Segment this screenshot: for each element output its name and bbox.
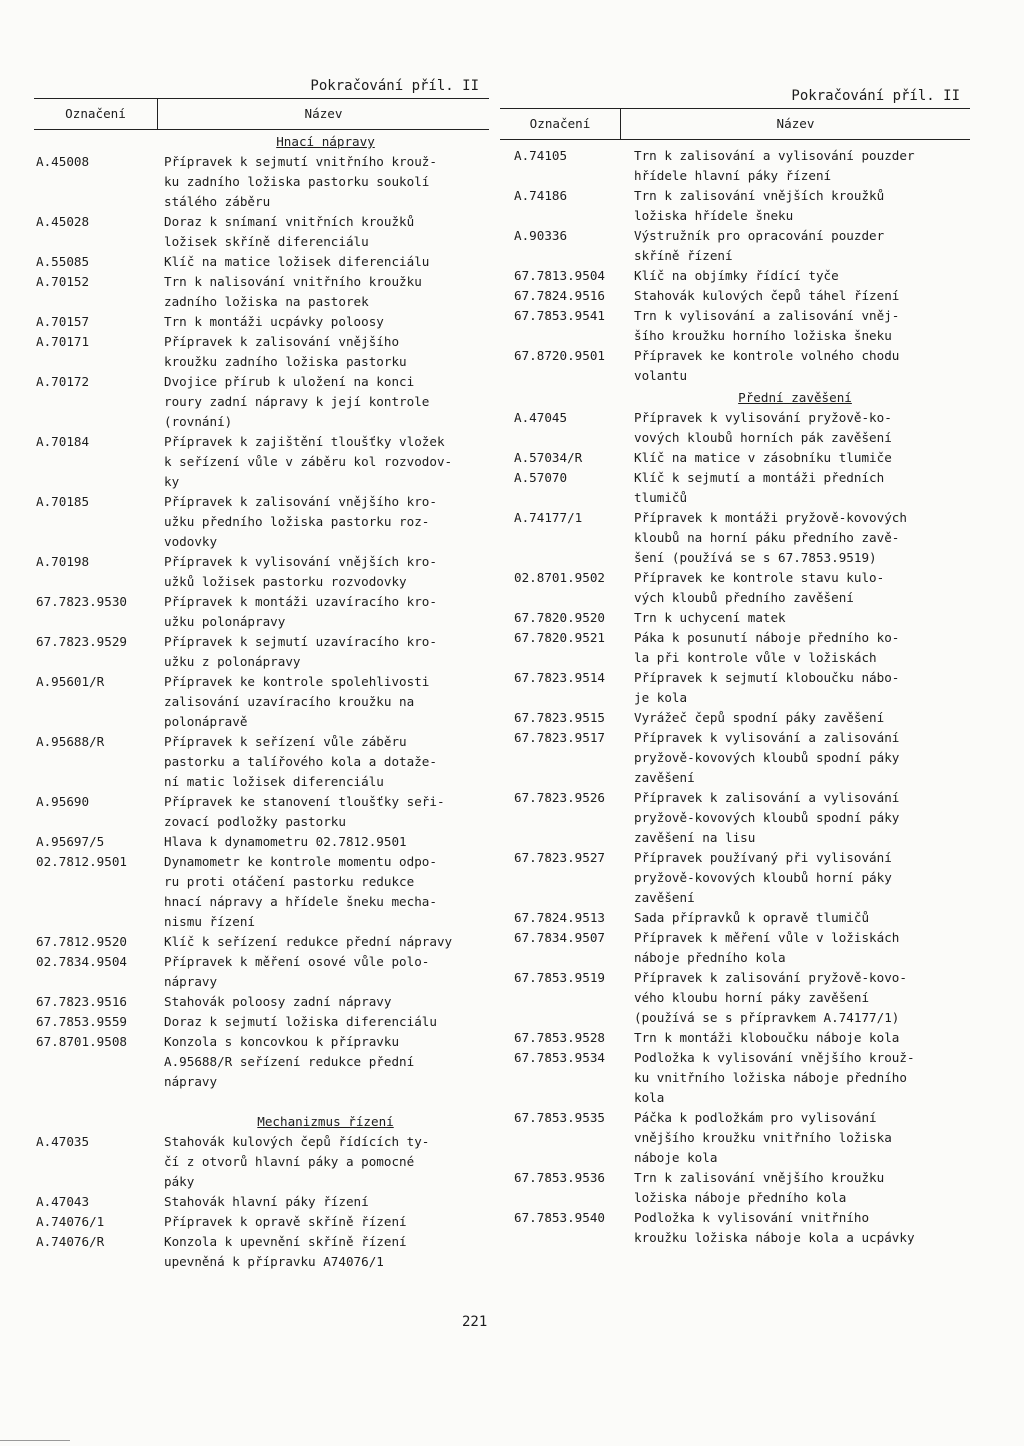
item-name: Konzola k upevnění skříně řízení upevněná k přípravku A74076/1 bbox=[164, 1234, 407, 1269]
table-row bbox=[500, 1108, 970, 1168]
item-code: 67.7834.9507 bbox=[514, 930, 605, 945]
item-code: A.70198 bbox=[36, 554, 90, 569]
item-code: A.95688/R bbox=[36, 734, 105, 749]
item-name: Přípravek používaný při vylisování pryžově-kovových kloubů horní páky zavěšení bbox=[634, 850, 892, 905]
section-title: Mechanizmus řízení bbox=[257, 1114, 394, 1129]
item-name: Přípravek k opravě skříně řízení bbox=[164, 1214, 407, 1229]
page-number: 221 bbox=[462, 1314, 488, 1330]
item-code: A.57070 bbox=[514, 470, 568, 485]
right-column bbox=[500, 84, 970, 1248]
item-name: Trn k montáži ucpávky poloosy bbox=[164, 314, 384, 329]
table-row bbox=[500, 448, 970, 468]
item-code: 67.8720.9501 bbox=[514, 348, 605, 363]
item-code: A.95690 bbox=[36, 794, 90, 809]
section-title: Přední zavěšení bbox=[738, 390, 852, 405]
item-code: A.74177/1 bbox=[514, 510, 583, 525]
item-name: Podložka k vylisování vnějšího krouž- ku vnitřního ložiska náboje předního kola bbox=[634, 1050, 915, 1105]
item-code: 67.7853.9536 bbox=[514, 1170, 605, 1185]
table-row bbox=[34, 272, 489, 312]
item-name: Trn k vylisování a zalisování vněj- šího kroužku horního ložiska šneku bbox=[634, 308, 900, 343]
item-code: A.45008 bbox=[36, 154, 90, 169]
item-name: Stahovák hlavní páky řízení bbox=[164, 1194, 369, 1209]
item-code: 67.7853.9541 bbox=[514, 308, 605, 323]
item-name: Trn k nalisování vnitřního kroužku zadního ložiska na pastorek bbox=[164, 274, 422, 309]
item-name: Stahovák kulových čepů řídících ty- čí z otvorů hlavní páky a pomocné páky bbox=[164, 1134, 430, 1189]
table-row bbox=[500, 468, 970, 508]
item-name: Trn k montáži kloboučku náboje kola bbox=[634, 1030, 900, 1045]
table-row bbox=[500, 1208, 970, 1248]
table-row bbox=[34, 852, 489, 932]
table-row bbox=[500, 568, 970, 608]
item-name: Trn k uchycení matek bbox=[634, 610, 786, 625]
item-name: Sada přípravků k opravě tlumičů bbox=[634, 910, 870, 925]
item-name: Přípravek ke stanovení tloušťky seři- zovací podložky pastorku bbox=[164, 794, 445, 829]
item-name: Přípravek k zalisování a vylisování pryžově-kovových kloubů spodní páky zavěšení na lisu bbox=[634, 790, 900, 845]
table-row bbox=[500, 928, 970, 968]
table-row bbox=[500, 226, 970, 266]
item-code: A.74186 bbox=[514, 188, 568, 203]
table-header bbox=[500, 108, 970, 140]
header-code: Označení bbox=[500, 109, 621, 139]
table-row bbox=[34, 592, 489, 632]
item-code: A.57034/R bbox=[514, 450, 583, 465]
item-code: A.55085 bbox=[36, 254, 90, 269]
item-code: A.74076/1 bbox=[36, 1214, 105, 1229]
table-row bbox=[34, 492, 489, 552]
item-code: A.47043 bbox=[36, 1194, 90, 1209]
item-name: Přípravek k zajištění tloušťky vložek k seřízení vůle v záběru kol rozvodov- ky bbox=[164, 434, 453, 489]
item-name: Přípravek k sejmutí vnitřního krouž- ku zadního ložiska pastorku soukolí stálého záběru bbox=[164, 154, 437, 209]
item-code: 02.7812.9501 bbox=[36, 854, 127, 869]
item-code: 67.7823.9527 bbox=[514, 850, 605, 865]
item-name: Konzola s koncovkou k přípravku A.95688/R seřízení redukce přední nápravy bbox=[164, 1034, 415, 1089]
continuation-label: Pokračování příl. II bbox=[310, 78, 479, 94]
item-name: Přípravek k vylisování a zalisování pryžově-kovových kloubů spodní páky zavěšení bbox=[634, 730, 900, 785]
table-row bbox=[500, 186, 970, 226]
item-name: Stahovák kulových čepů táhel řízení bbox=[634, 288, 900, 303]
item-name: Přípravek k měření osové vůle polo- nápravy bbox=[164, 954, 430, 989]
table-row bbox=[34, 152, 489, 212]
item-name: Přípravek k zalisování pryžově-kovo- vého kloubu horní páky zavěšení (používá se s přípravkem A.74177/1) bbox=[634, 970, 907, 1025]
item-code: 67.7853.9534 bbox=[514, 1050, 605, 1065]
table-row bbox=[34, 952, 489, 992]
item-code: 67.7823.9516 bbox=[36, 994, 127, 1009]
item-name: Přípravek k sejmutí uzavíracího kro- užku z polonápravy bbox=[164, 634, 437, 669]
item-name: Přípravek k vylisování pryžově-ko- vových kloubů horních pák zavěšení bbox=[634, 410, 892, 445]
table-row bbox=[500, 1168, 970, 1208]
item-name: Přípravek ke kontrole volného chodu volantu bbox=[634, 348, 900, 383]
table-row bbox=[34, 632, 489, 672]
item-code: 67.7853.9519 bbox=[514, 970, 605, 985]
table-row bbox=[34, 732, 489, 792]
item-name: Páka k posunutí náboje předního ko- la při kontrole vůle v ložiskách bbox=[634, 630, 900, 665]
item-name: Doraz k sejmutí ložiska diferenciálu bbox=[164, 1014, 437, 1029]
item-code: 67.7853.9559 bbox=[36, 1014, 127, 1029]
table-row bbox=[34, 1132, 489, 1192]
item-code: 67.7853.9528 bbox=[514, 1030, 605, 1045]
item-name: Páčka k podložkám pro vylisování vnějšího kroužku vnitřního ložiska náboje kola bbox=[634, 1110, 892, 1165]
item-name: Přípravek k vylisování vnějších kro- užků ložisek pastorku rozvodovky bbox=[164, 554, 437, 589]
item-code: 02.8701.9502 bbox=[514, 570, 605, 585]
item-code: 67.7823.9514 bbox=[514, 670, 605, 685]
item-name: Přípravek k měření vůle v ložiskách náboje předního kola bbox=[634, 930, 900, 965]
item-name: Přípravek k zalisování vnějšího kroužku zadního ložiska pastorku bbox=[164, 334, 407, 369]
table-row bbox=[500, 728, 970, 788]
item-code: 67.7853.9540 bbox=[514, 1210, 605, 1225]
table-body bbox=[500, 408, 970, 1248]
item-name: Přípravek k seřízení vůle záběru pastorku a talířového kola a dotaže- ní matic ložisek diferenciálu bbox=[164, 734, 437, 789]
item-code: 67.7824.9513 bbox=[514, 910, 605, 925]
table-row bbox=[34, 1212, 489, 1232]
item-name: Klíč na matice ložisek diferenciálu bbox=[164, 254, 430, 269]
item-name: Hlava k dynamometru 02.7812.9501 bbox=[164, 834, 407, 849]
item-name: Přípravek k montáži uzavíracího kro- užku polonápravy bbox=[164, 594, 437, 629]
header-code: Označení bbox=[34, 99, 158, 129]
table-row bbox=[500, 408, 970, 448]
item-code: 67.7823.9530 bbox=[36, 594, 127, 609]
item-code: 67.7823.9529 bbox=[36, 634, 127, 649]
item-code: 67.7812.9520 bbox=[36, 934, 127, 949]
table-row bbox=[500, 306, 970, 346]
table-row bbox=[34, 992, 489, 1012]
item-name: Vyrážeč čepů spodní páky zavěšení bbox=[634, 710, 885, 725]
item-code: A.74076/R bbox=[36, 1234, 105, 1249]
item-code: A.74105 bbox=[514, 148, 568, 163]
table-row bbox=[34, 1232, 489, 1272]
item-name: Výstružník pro opracování pouzder skříně řízení bbox=[634, 228, 885, 263]
item-name: Doraz k snímaní vnitřních kroužků ložisek skříně diferenciálu bbox=[164, 214, 415, 249]
table-row bbox=[500, 608, 970, 628]
item-code: 67.8701.9508 bbox=[36, 1034, 127, 1049]
table-row bbox=[34, 552, 489, 592]
item-code: 67.7823.9517 bbox=[514, 730, 605, 745]
table-row bbox=[500, 788, 970, 848]
item-name: Trn k zalisování a vylisování pouzder hřídele hlavní páky řízení bbox=[634, 148, 915, 183]
table-header bbox=[34, 98, 489, 130]
item-code: A.95601/R bbox=[36, 674, 105, 689]
table-row bbox=[34, 1192, 489, 1212]
table-row bbox=[34, 332, 489, 372]
item-code: A.90336 bbox=[514, 228, 568, 243]
table-row bbox=[500, 668, 970, 708]
header-name: Název bbox=[776, 116, 815, 131]
table-row bbox=[34, 832, 489, 852]
header-name: Název bbox=[304, 106, 343, 121]
table-row bbox=[500, 346, 970, 386]
item-name: Podložka k vylisování vnitřního kroužku ložiska náboje kola a ucpávky bbox=[634, 1210, 915, 1245]
table-row bbox=[500, 848, 970, 908]
table-row bbox=[34, 312, 489, 332]
item-name: Dynamometr ke kontrole momentu odpo- ru proti otáčení pastorku redukce hnací nápravy a hřídele šneku mecha- nismu řízení bbox=[164, 854, 437, 929]
item-code: 67.7823.9515 bbox=[514, 710, 605, 725]
item-name: Klíč na matice v zásobníku tlumiče bbox=[634, 450, 892, 465]
table-row bbox=[500, 1028, 970, 1048]
table-row bbox=[500, 968, 970, 1028]
table-row bbox=[34, 672, 489, 732]
continuation-label: Pokračování příl. II bbox=[791, 88, 960, 104]
item-code: A.70172 bbox=[36, 374, 90, 389]
item-name: Přípravek k sejmutí kloboučku nábo- je kola bbox=[634, 670, 900, 705]
item-code: 67.7820.9521 bbox=[514, 630, 605, 645]
table-row bbox=[34, 792, 489, 832]
table-body bbox=[500, 146, 970, 386]
item-name: Klíč k sejmutí a montáži předních tlumičů bbox=[634, 470, 885, 505]
item-code: A.47035 bbox=[36, 1134, 90, 1149]
item-code: A.70157 bbox=[36, 314, 90, 329]
item-code: 67.7820.9520 bbox=[514, 610, 605, 625]
item-code: A.70185 bbox=[36, 494, 90, 509]
table-row bbox=[500, 1048, 970, 1108]
table-body bbox=[34, 1132, 489, 1272]
item-name: Přípravek ke kontrole stavu kulo- vých kloubů předního zavěšení bbox=[634, 570, 885, 605]
item-name: Přípravek k zalisování vnějšího kro- užku předního ložiska pastorku roz- vodovky bbox=[164, 494, 437, 549]
item-code: A.70171 bbox=[36, 334, 90, 349]
section-title: Hnací nápravy bbox=[276, 134, 375, 149]
table-row bbox=[500, 146, 970, 186]
item-code: 02.7834.9504 bbox=[36, 954, 127, 969]
item-code: 67.7853.9535 bbox=[514, 1110, 605, 1125]
item-name: Přípravek ke kontrole spolehlivosti zalisování uzavíracího kroužku na polonápravě bbox=[164, 674, 430, 729]
item-code: A.45028 bbox=[36, 214, 90, 229]
table-row bbox=[34, 1032, 489, 1092]
table-row bbox=[500, 628, 970, 668]
table-row bbox=[34, 932, 489, 952]
item-code: A.47045 bbox=[514, 410, 568, 425]
item-code: 67.7824.9516 bbox=[514, 288, 605, 303]
item-code: A.70184 bbox=[36, 434, 90, 449]
item-name: Trn k zalisování vnějších kroužků ložiska hřídele šneku bbox=[634, 188, 885, 223]
item-name: Přípravek k montáži pryžově-kovových kloubů na horní páku předního zavě- šení (používá se s 67.7853.9519) bbox=[634, 510, 907, 565]
item-code: 67.7823.9526 bbox=[514, 790, 605, 805]
item-code: A.95697/5 bbox=[36, 834, 105, 849]
table-row bbox=[500, 508, 970, 568]
table-row bbox=[500, 708, 970, 728]
item-name: Klíč na objímky řídící tyče bbox=[634, 268, 839, 283]
table-row bbox=[34, 212, 489, 252]
item-name: Dvojice přírub k uložení na konci roury zadní nápravy k její kontrole (rovnání) bbox=[164, 374, 430, 429]
table-row bbox=[34, 1012, 489, 1032]
item-code: 67.7813.9504 bbox=[514, 268, 605, 283]
table-row bbox=[34, 372, 489, 432]
item-name: Klíč k seřízení redukce přední nápravy bbox=[164, 934, 453, 949]
table-row bbox=[500, 908, 970, 928]
divider bbox=[0, 1440, 70, 1441]
table-row bbox=[34, 252, 489, 272]
left-column bbox=[34, 74, 489, 1272]
item-code: A.70152 bbox=[36, 274, 90, 289]
table-body bbox=[34, 152, 489, 1092]
table-row bbox=[500, 286, 970, 306]
item-name: Stahovák poloosy zadní nápravy bbox=[164, 994, 392, 1009]
table-row bbox=[34, 432, 489, 492]
table-row bbox=[500, 266, 970, 286]
item-name: Trn k zalisování vnějšího kroužku ložiska náboje předního kola bbox=[634, 1170, 885, 1205]
